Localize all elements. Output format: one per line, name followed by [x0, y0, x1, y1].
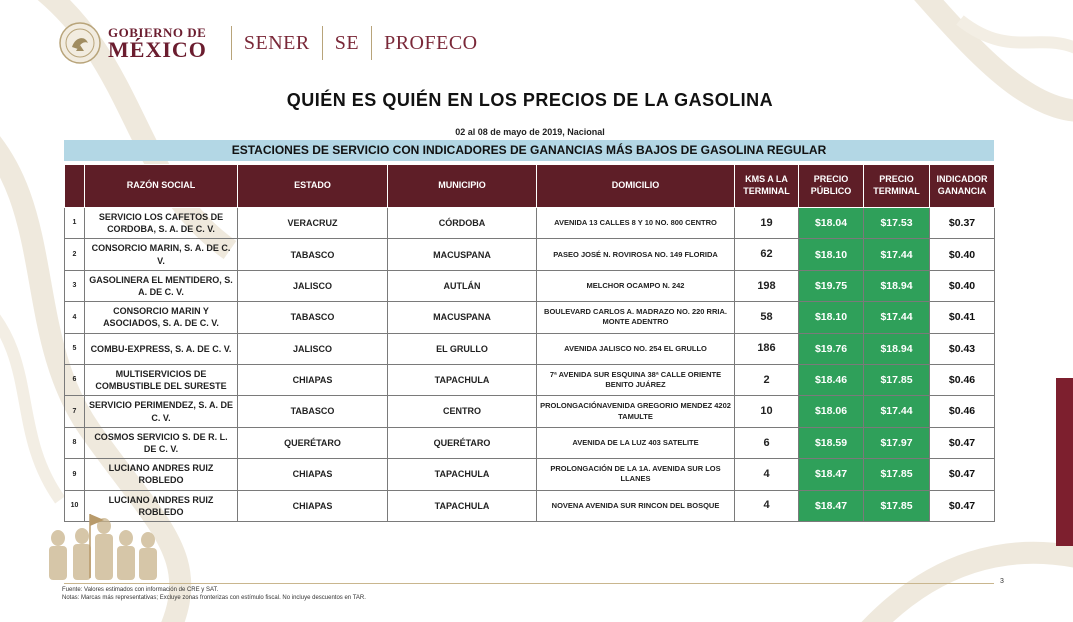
- cell-precio-publico: $18.04: [799, 208, 864, 239]
- table-header-row: [65, 165, 995, 208]
- col-header-index: [65, 165, 85, 208]
- header-divider: [371, 26, 372, 60]
- cell-kms-terminal: 58: [735, 302, 799, 333]
- cell-razon-social: LUCIANO ANDRES RUIZ ROBLEDO: [85, 490, 238, 521]
- cell-domicilio: AVENIDA DE LA LUZ 403 SATELITE: [537, 427, 735, 458]
- footer-notes: [62, 587, 366, 603]
- cell-razon-social: SERVICIO LOS CAFETOS DE CORDOBA, S. A. DE C. V.: [85, 208, 238, 239]
- cell-estado: JALISCO: [238, 333, 388, 364]
- table-row: [65, 208, 995, 239]
- col-header-indicador-ganancia: INDICADOR GANANCIA: [930, 165, 995, 208]
- cell-municipio: TAPACHULA: [388, 364, 537, 395]
- agency-se: SE: [334, 31, 360, 54]
- cell-row-index: 3: [65, 270, 85, 301]
- agency-sener: SENER: [243, 31, 310, 54]
- cell-razon-social: COMBU-EXPRESS, S. A. DE C. V.: [85, 333, 238, 364]
- cell-estado: CHIAPAS: [238, 364, 388, 395]
- cell-kms-terminal: 10: [735, 396, 799, 427]
- table-row: [65, 364, 995, 395]
- cell-razon-social: COSMOS SERVICIO S. DE R. L. DE C. V.: [85, 427, 238, 458]
- cell-municipio: EL GRULLO: [388, 333, 537, 364]
- cell-municipio: AUTLÁN: [388, 270, 537, 301]
- cell-indicador-ganancia: $0.47: [930, 459, 995, 490]
- col-header-municipio: MUNICIPIO: [388, 165, 537, 208]
- cell-municipio: CENTRO: [388, 396, 537, 427]
- side-tab: [1056, 378, 1073, 546]
- cell-razon-social: SERVICIO PERIMENDEZ, S. A. DE C. V.: [85, 396, 238, 427]
- agency-profeco: PROFECO: [384, 31, 478, 54]
- cell-precio-publico: $18.59: [799, 427, 864, 458]
- page-number: 3: [1000, 578, 1004, 585]
- cell-razon-social: CONSORCIO MARIN, S. A. DE C. V.: [85, 239, 238, 270]
- cell-kms-terminal: 2: [735, 364, 799, 395]
- footer-source: Fuente: Valores estimados con información de CRE y SAT.: [62, 587, 219, 593]
- col-header-razon-social: RAZÓN SOCIAL: [85, 165, 238, 208]
- cell-estado: VERACRUZ: [238, 208, 388, 239]
- cell-domicilio: NOVENA AVENIDA SUR RINCON DEL BOSQUE: [537, 490, 735, 521]
- table-row: [65, 333, 995, 364]
- cell-precio-terminal: $17.44: [864, 396, 930, 427]
- cell-municipio: CÓRDOBA: [388, 208, 537, 239]
- cell-indicador-ganancia: $0.46: [930, 396, 995, 427]
- cell-precio-publico: $18.47: [799, 490, 864, 521]
- cell-kms-terminal: 62: [735, 239, 799, 270]
- col-header-kms: KMS A LA TERMINAL: [735, 165, 799, 208]
- cell-indicador-ganancia: $0.40: [930, 270, 995, 301]
- cell-municipio: MACUSPANA: [388, 239, 537, 270]
- cell-precio-terminal: $17.53: [864, 208, 930, 239]
- cell-row-index: 6: [65, 364, 85, 395]
- table-body: [65, 208, 995, 522]
- cell-indicador-ganancia: $0.43: [930, 333, 995, 364]
- cell-row-index: 7: [65, 396, 85, 427]
- cell-kms-terminal: 19: [735, 208, 799, 239]
- cell-municipio: TAPACHULA: [388, 459, 537, 490]
- cell-municipio: QUERÉTARO: [388, 427, 537, 458]
- cell-municipio: MACUSPANA: [388, 302, 537, 333]
- cell-estado: CHIAPAS: [238, 490, 388, 521]
- col-header-domicilio: DOMICILIO: [537, 165, 735, 208]
- cell-indicador-ganancia: $0.40: [930, 239, 995, 270]
- cell-precio-publico: $19.76: [799, 333, 864, 364]
- cell-municipio: TAPACHULA: [388, 490, 537, 521]
- cell-estado: JALISCO: [238, 270, 388, 301]
- cell-razon-social: MULTISERVICIOS DE COMBUSTIBLE DEL SURESTE: [85, 364, 238, 395]
- cell-precio-publico: $18.06: [799, 396, 864, 427]
- footer-divider: [64, 583, 994, 584]
- cell-domicilio: 7ª AVENIDA SUR ESQUINA 38ª CALLE ORIENTE BENITO JUÁREZ: [537, 364, 735, 395]
- cell-domicilio: MELCHOR OCAMPO N. 242: [537, 270, 735, 301]
- header-divider: [322, 26, 323, 60]
- heroes-illustration: [38, 508, 168, 586]
- gobierno-label: GOBIERNO DE: [108, 24, 207, 40]
- gobierno-logo-text: [108, 26, 207, 61]
- table-banner: ESTACIONES DE SERVICIO CON INDICADORES DE GANANCIAS MÁS BAJOS DE GASOLINA REGULAR: [64, 140, 994, 161]
- cell-row-index: 8: [65, 427, 85, 458]
- cell-domicilio: PROLONGACIÓN DE LA 1A. AVENIDA SUR LOS LLANES: [537, 459, 735, 490]
- table-row: [65, 396, 995, 427]
- table-row: [65, 427, 995, 458]
- page-title: QUIÉN ES QUIÉN EN LOS PRECIOS DE LA GASOLINA: [286, 90, 774, 110]
- footer-notes-text: Notas: Marcas más representativas; Excluye zonas fronterizas con estímulo fiscal. No incluye descuentos en TAR.: [62, 594, 366, 601]
- cell-kms-terminal: 4: [735, 459, 799, 490]
- col-header-precio-terminal: PRECIO TERMINAL: [864, 165, 930, 208]
- cell-row-index: 5: [65, 333, 85, 364]
- cell-indicador-ganancia: $0.46: [930, 364, 995, 395]
- cell-domicilio: BOULEVARD CARLOS A. MADRAZO NO. 220 RRIA. MONTE ADENTRO: [537, 302, 735, 333]
- cell-row-index: 1: [65, 208, 85, 239]
- cell-row-index: 4: [65, 302, 85, 333]
- cell-row-index: 9: [65, 459, 85, 490]
- cell-row-index: 10: [65, 490, 85, 521]
- cell-precio-terminal: $18.94: [864, 270, 930, 301]
- cell-razon-social: CONSORCIO MARIN Y ASOCIADOS, S. A. DE C. V.: [85, 302, 238, 333]
- cell-indicador-ganancia: $0.47: [930, 427, 995, 458]
- cell-domicilio: AVENIDA 13 CALLES 8 Y 10 NO. 800 CENTRO: [537, 208, 735, 239]
- cell-razon-social: LUCIANO ANDRES RUIZ ROBLEDO: [85, 459, 238, 490]
- table-row: [65, 490, 995, 521]
- cell-domicilio: PASEO JOSÉ N. ROVIROSA NO. 149 FLORIDA: [537, 239, 735, 270]
- table-row: [65, 239, 995, 270]
- cell-estado: QUERÉTARO: [238, 427, 388, 458]
- cell-precio-terminal: $17.44: [864, 239, 930, 270]
- cell-precio-terminal: $17.85: [864, 459, 930, 490]
- cell-estado: CHIAPAS: [238, 459, 388, 490]
- cell-razon-social: GASOLINERA EL MENTIDERO, S. A. DE C. V.: [85, 270, 238, 301]
- table-row: [65, 270, 995, 301]
- cell-precio-publico: $19.75: [799, 270, 864, 301]
- cell-domicilio: AVENIDA JALISCO NO. 254 EL GRULLO: [537, 333, 735, 364]
- cell-precio-terminal: $17.85: [864, 364, 930, 395]
- cell-kms-terminal: 6: [735, 427, 799, 458]
- cell-indicador-ganancia: $0.47: [930, 490, 995, 521]
- cell-kms-terminal: 186: [735, 333, 799, 364]
- cell-precio-terminal: $17.85: [864, 490, 930, 521]
- header: [58, 18, 478, 68]
- cell-precio-terminal: $18.94: [864, 333, 930, 364]
- cell-precio-publico: $18.10: [799, 302, 864, 333]
- stations-table: [64, 164, 995, 522]
- cell-precio-terminal: $17.97: [864, 427, 930, 458]
- col-header-precio-publico: PRECIO PÚBLICO: [799, 165, 864, 208]
- cell-estado: TABASCO: [238, 239, 388, 270]
- col-header-estado: ESTADO: [238, 165, 388, 208]
- cell-estado: TABASCO: [238, 302, 388, 333]
- date-range: 02 al 08 de mayo de 2019, Nacional: [455, 127, 605, 137]
- cell-estado: TABASCO: [238, 396, 388, 427]
- cell-precio-publico: $18.10: [799, 239, 864, 270]
- cell-domicilio: PROLONGACIÓNAVENIDA GREGORIO MENDEZ 4202 TAMULTE: [537, 396, 735, 427]
- cell-row-index: 2: [65, 239, 85, 270]
- table-row: [65, 459, 995, 490]
- cell-precio-publico: $18.46: [799, 364, 864, 395]
- cell-kms-terminal: 4: [735, 490, 799, 521]
- cell-precio-terminal: $17.44: [864, 302, 930, 333]
- cell-indicador-ganancia: $0.41: [930, 302, 995, 333]
- table-row: [65, 302, 995, 333]
- header-divider: [231, 26, 232, 60]
- cell-kms-terminal: 198: [735, 270, 799, 301]
- mexico-label: MÉXICO: [108, 36, 207, 62]
- cell-precio-publico: $18.47: [799, 459, 864, 490]
- cell-indicador-ganancia: $0.37: [930, 208, 995, 239]
- national-seal-icon: [58, 21, 102, 65]
